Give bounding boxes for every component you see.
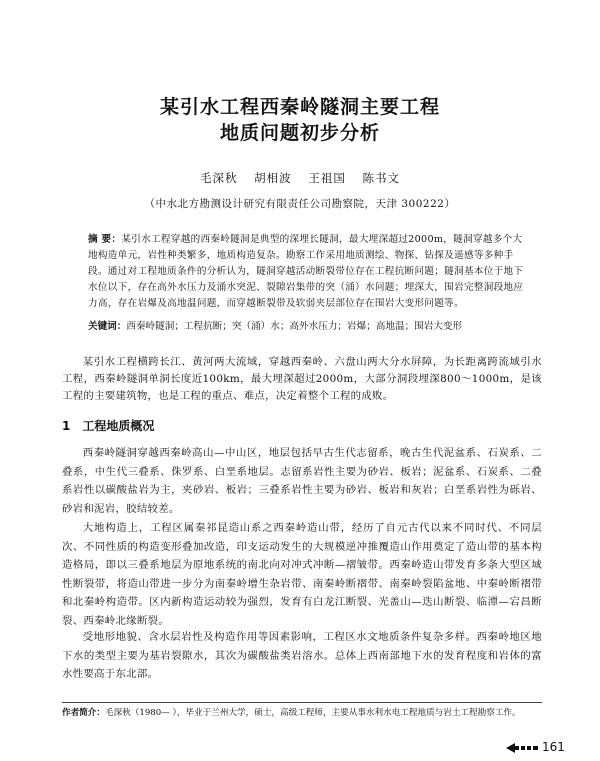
section-number: 1	[62, 419, 71, 433]
abstract	[88, 232, 528, 312]
paper-title-line-2: 地质问题初步分析	[219, 122, 380, 144]
page-number: 161	[542, 740, 565, 754]
abstract-label: 摘 要：	[88, 234, 122, 245]
footnote-text: 毛深秋（1980— ），毕业于兰州大学，硕士，高级工程师，主要从事水利水电工程地质与岩土工程勘察工作。	[104, 708, 521, 718]
body-paragraph-hydrogeology: 受地形地貌、含水层岩性及构造作用等因素影响，工程区水文地质条件复杂多样。西秦岭地区地下水的类型主要为基岩裂隙水，其次为碳酸盐类岩溶水。总体上西南部地下水的发育程度和岩体的富水性要高于东北部。	[62, 631, 542, 681]
keywords-text: 西秦岭隧洞；工程抗断；突（涌）水；高外水压力；岩爆；高地温；围岩大变形	[126, 321, 463, 332]
keywords-label: 关键词：	[88, 321, 127, 332]
footnote-label: 作者简介：	[62, 708, 105, 718]
author-list: 毛深秋 胡相波 王祖国 陈书文	[200, 171, 400, 185]
body-paragraph-strata: 西秦岭隧洞穿越西秦岭高山—中山区，地层包括早古生代志留系，晚古生代泥盆系、石炭系、二叠系，中生代三叠系、侏罗系、白垩系地层。志留系岩性主要为砂岩、板岩；泥盆系、石炭系、二叠系岩性以碳酸盐岩为主，夹砂岩、板岩；三叠系岩性主要为砂岩、板岩和灰岩；白垩系岩性为砾岩、砂岩和泥岩，胶结较差。	[62, 447, 542, 515]
page-marker	[506, 740, 576, 756]
author-footnote	[62, 707, 542, 720]
affiliation: （中水北方勘测设计研究有限责任公司勘察院，天津 300222）	[144, 198, 456, 210]
body-paragraph-tectonics: 大地构造上，工程区属秦祁昆造山系之西秦岭造山带，经历了自元古代以来不同时代、不同层次、不同性质的构造变形叠加改造，印支运动发生的大规模逆冲推覆造山作用奠定了造山带的基本构造格局，即以三叠系地层为原地系统的南北向对冲式冲断—褶皱带。西秦岭造山带发育多条大型区域性断裂带，将造山带进一步分为南秦岭增生杂岩带、南秦岭断褶带、南秦岭裂陷盆地、中秦岭断褶带和北秦岭构造带。区内新构造运动较为强烈，发育有白龙江断裂、光盖山—迭山断裂、临潭—宕昌断裂、西秦岭北缘断裂。	[62, 522, 542, 627]
section-heading	[62, 417, 542, 434]
footnote-divider	[62, 702, 542, 703]
intro-paragraph: 某引水工程横跨长江、黄河两大流域，穿越西秦岭、六盘山两大分水屏障，为长距离跨流域引水工程，西秦岭隧洞单洞长度近100km，最大埋深超过2000m，大部分洞段埋深800～1000m，是该工程的主要建筑物，也是工程的重点、难点，决定着整个工程的成败。	[62, 356, 542, 402]
section-title: 工程地质概况	[82, 419, 155, 433]
paper-title-line-1: 某引水工程西秦岭隧洞主要工程	[159, 96, 440, 118]
left-arrow-icon	[506, 743, 538, 753]
abstract-text: 某引水工程穿越的西秦岭隧洞是典型的深埋长隧洞，最大埋深超过2000m，隧洞穿越多个大地构造单元，岩性种类繁多，地质构造复杂。勘察工作采用地质测绘、物探、钻探及遥感等多种手段。通过对工程地质条件的分析认为，隧洞穿越活动断裂带位存在工程抗断问题；隧洞基本位于地下水位以下，存在高外水压力及涌水突泥、裂隙岩集带的突（涌）水问题；埋深大，围岩完整洞段地应力高，存在岩爆及高地温问题，而穿越断裂带及软弱夹层部位存在围岩大变形问题等。	[88, 234, 524, 309]
keywords	[88, 320, 528, 334]
